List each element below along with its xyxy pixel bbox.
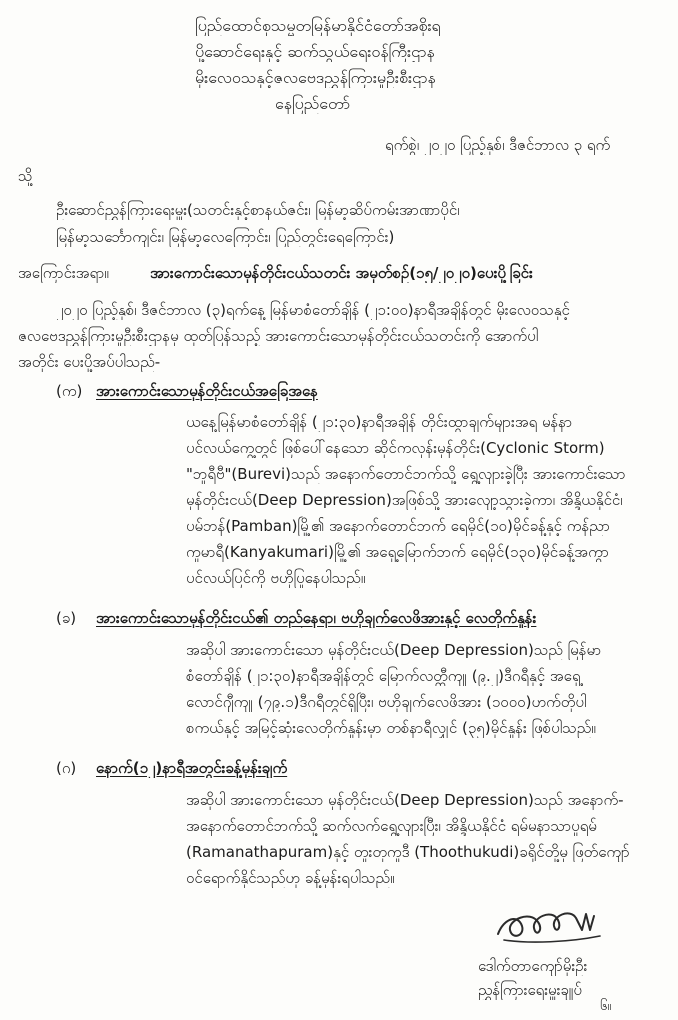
- section-a-line: ကူမာရီ(Kanyakumari)မြို့၏ အရှေ့မြောက်ဘက် ရေမိုင်(၁၃၀)မိုင်ခန့်အကွာ: [186, 543, 609, 561]
- section-a-line: ပင်လယ်ပြင်ကို ဗဟိုပြုနေပါသည်။: [186, 569, 366, 587]
- section-a-line: မုန်တိုင်းငယ်(Deep Depression)အဖြစ်သို့ အားလျော့သွားခဲ့ကာ၊ အိန္ဒိယနိုင်ငံ၊: [186, 491, 623, 509]
- header-line-4: နေပြည်တော်: [275, 94, 351, 113]
- section-a-line: ပင်လယ်ကွေ့တွင် ဖြစ်ပေါ်နေသော ဆိုင်ကလုန်းမုန်တိုင်း(Cyclonic Storm): [186, 439, 605, 457]
- handwritten-signature: [490, 900, 610, 948]
- letter-date: ရက်စွဲ၊ ၂၀၂၀ ပြည့်နှစ်၊ ဒီဇင်ဘာလ ၃ ရက်: [385, 136, 611, 154]
- section-c-marker: (ဂ): [56, 759, 77, 777]
- recipient-line-2: မြန်မာ့သင်္ဘောကျင်း၊ မြန်မာ့လေကြောင်း၊ ပြည်တွင်းရေကြောင်း): [56, 228, 395, 246]
- header-line-2: ပို့ဆောင်ရေးနှင့် ဆက်သွယ်ရေးဝန်ကြီးဌာန: [195, 42, 435, 61]
- section-b-line: လောင်ဂျီကျု (၇၉.၁)ဒီဂရီတွင်ရှိပြီး၊ ဗဟိုချက်လေဖိအား (၁၀၀၀)ဟက်တိုပါ: [186, 693, 587, 711]
- section-c-line: (Ramanathapuram)နှင့် တူးတုကူဒီ (Thoothukudi)ခရိုင်တို့မှ ဖြတ်ကျော်: [186, 843, 630, 861]
- section-a-marker: (က): [56, 382, 83, 400]
- section-c-title: နောက်(၁၂)နာရီအတွင်းခန့်မှန်းချက်: [96, 759, 288, 777]
- header-line-3: မိုးလေဝသနှင့်ဇလဗေဒညွှန်ကြားမှုဦးစီးဌာန: [195, 68, 436, 87]
- signatory-title: ညွှန်ကြားရေးမှူးချုပ်: [478, 981, 582, 999]
- section-b-line: အဆိုပါ အားကောင်းသော မုန်တိုင်းငယ်(Deep Depression)သည် မြန်မာ: [186, 641, 602, 659]
- section-a-line: ယနေ့မြန်မာစံတော်ချိန် (၂၁:၃၀)နာရီအချိန် တိုင်းထွာချက်များအရ မန်နာ: [186, 413, 573, 431]
- subject-label: အကြောင်းအရာ။: [18, 264, 109, 282]
- section-a-line: ပမ်ဘန်(Pamban)မြို့၏ အနောက်တောင်ဘက် ရေမိုင်(၁၀)မိုင်ခန့်နှင့် ကန်ညာ: [186, 517, 610, 535]
- subject-text: အားကောင်းသောမုန်တိုင်းငယ်သတင်း အမှတ်စဉ်(၁၅/၂၀၂၀)ပေးပို့ခြင်း: [150, 264, 533, 282]
- signatory-name: ဒေါက်တာကျော်မိုးဦး: [478, 957, 588, 975]
- section-b-marker: (ခ): [56, 609, 77, 627]
- section-c-line: အဆိုပါ အားကောင်းသော မုန်တိုင်းငယ်(Deep Depression)သည် အနောက်-: [186, 791, 624, 809]
- section-b-line: စကယ်နှင့် အမြင့်ဆုံးလေတိုက်နှုန်းမှာ တစ်နာရီလျှင် (၃၅)မိုင်နှုန်း ဖြစ်ပါသည်။: [186, 719, 596, 737]
- intro-line-3: အတိုင်း ပေးပို့အပ်ပါသည်-: [18, 353, 161, 371]
- intro-line-2: ဇလဗေဒညွှန်ကြားမှုဦးစီးဌာနမှ ထုတ်ပြန်သည့် အားကောင်းသောမုန်တိုင်းငယ်သတင်းကို အောက်ပါ: [18, 327, 539, 345]
- section-a-title: အားကောင်းသောမုန်တိုင်းငယ်အခြေအနေ: [96, 382, 318, 400]
- to-label: သို့: [18, 167, 33, 185]
- intro-line-1: ၂၀၂၀ ပြည့်နှစ်၊ ဒီဇင်ဘာလ (၃)ရက်နေ့ မြန်မာစံတော်ချိန် (၂၁:၀၀)နာရီအချိန်တွင် မိုးလေဝသနှင့်: [56, 301, 570, 319]
- header-line-1: ပြည်ထောင်စုသမ္မတမြန်မာနိုင်ငံတော်အစိုးရ: [195, 16, 441, 35]
- section-c-line: အနောက်တောင်ဘက်သို့ ဆက်လက်ရွေ့လျားပြီး၊ အိန္ဒိယနိုင်ငံ ရမ်မနာသာပူရမ်: [186, 817, 597, 835]
- section-c-line: ဝင်ရောက်နိုင်သည်ဟု ခန့်မှန်းရပါသည်။: [186, 869, 395, 887]
- section-b-title: အားကောင်းသောမုန်တိုင်းငယ်၏ တည်နေရာ၊ ဗဟိုချက်လေဖိအားနှင့် လေတိုက်နှုန်း: [96, 609, 537, 627]
- page-mark: ၆။: [600, 999, 612, 1014]
- section-a-line: "ဘူရီဗီ"(Burevi)သည် အနောက်တောင်ဘက်သို့ ရွေ့လျားခဲ့ပြီး အားကောင်းသော: [186, 465, 626, 483]
- section-b-line: စံတော်ချိန် (၂၁:၃၀)နာရီအချိန်တွင် မြောက်လတ္တီကျု (၉.၂)ဒီဂရီနှင့် အရှေ့: [186, 667, 581, 685]
- recipient-line-1: ဦးဆောင်ညွှန်ကြားရေးမှူး(သတင်းနှင့်စာနယ်ဇင်း၊ မြန်မာ့ဆိပ်ကမ်းအာဏာပိုင်၊: [56, 201, 460, 219]
